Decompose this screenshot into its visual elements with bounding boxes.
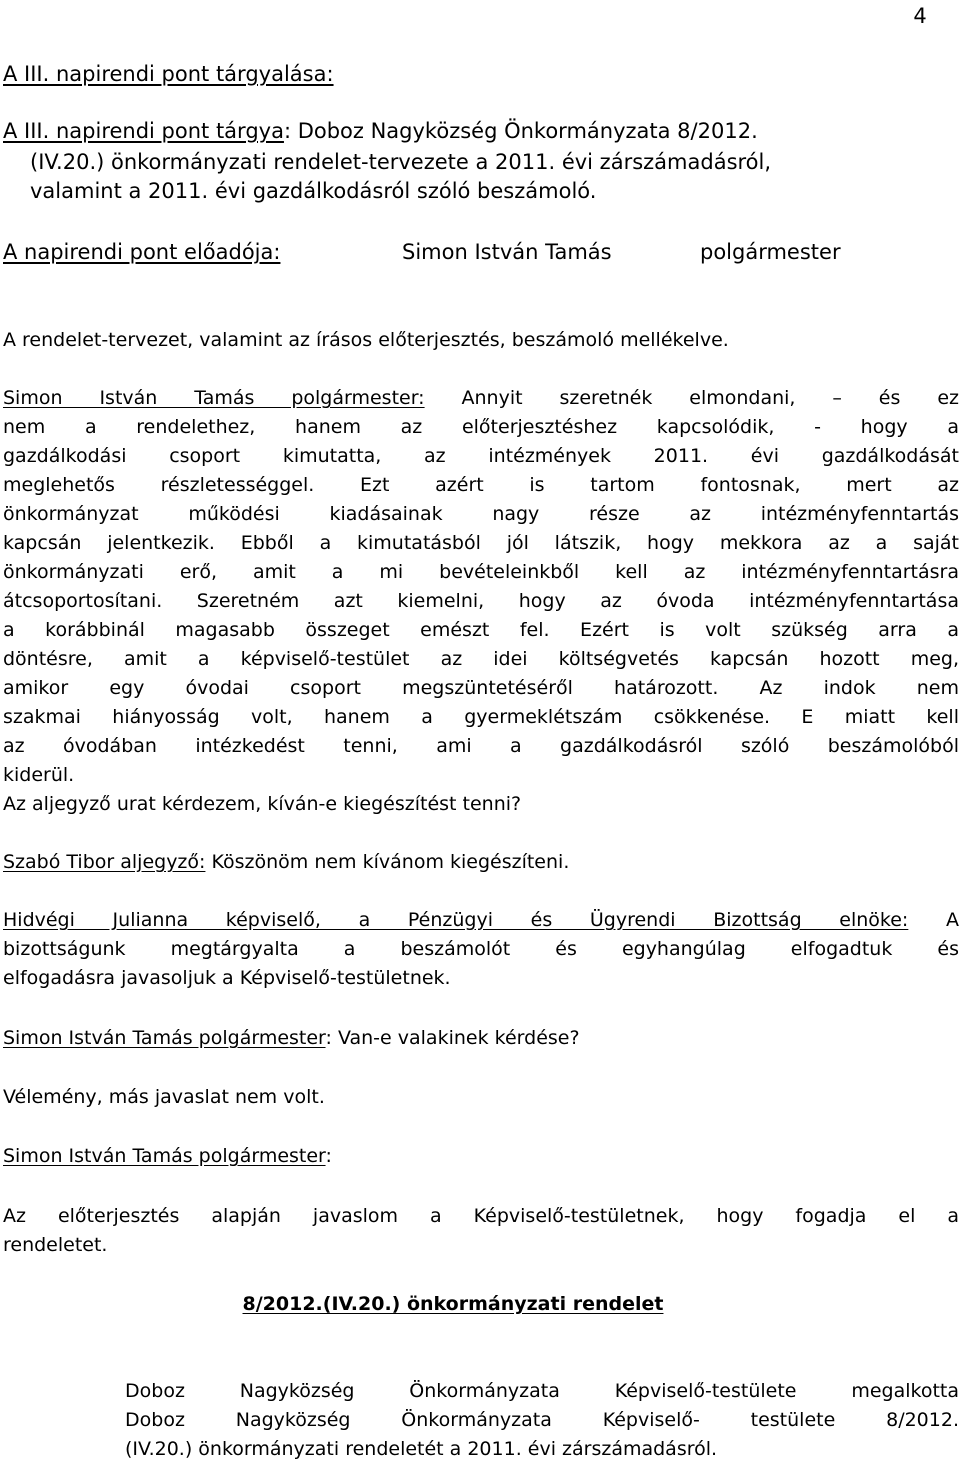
decree-title: 8/2012.(IV.20.) önkormányzati rendelet [242,1293,664,1315]
speech5-colon: : [325,1145,332,1167]
speech4-line [3,1024,959,1052]
speech1-line2: nem a rendelethez, hanem az előterjesztéshez kapcsolódik, - hogy a [3,416,959,438]
speech4-speaker: Simon István Tamás polgármester [3,1027,326,1049]
speech5-line2: rendeletet. [3,1234,108,1256]
speech1-line9: a korábbinál magasabb összeget emészt fel. Ezért is volt szükség arra a [3,619,959,641]
speech3-speaker: Hidvégi Julianna képviselő, a Pénzügyi és Ügyrendi Bizottság elnöke: [3,909,909,931]
speech3-text-line1: A [908,909,959,931]
agenda-heading: A III. napirendi pont tárgyalása: [3,62,334,86]
presenter-label: A napirendi pont előadója: [3,240,281,264]
decree-body-line2: Doboz Nagyközség Önkormányzata Képviselő- testülete 8/2012. [125,1409,959,1431]
speech1-line3: gazdálkodási csoport kimutatta, az intézmények 2011. évi gazdálkodását [3,445,959,467]
speech1-line10: döntésre, amit a képviselő-testület az idei költségvetés kapcsán hozott meg, [3,648,959,670]
presenter-name: Simon István Tamás [402,240,612,264]
speech4-colon: : [325,1027,332,1049]
speech5-line1: Az előterjesztés alapján javaslom a Képviselő-testületnek, hogy fogadja el a [3,1205,959,1227]
presenter-line [3,238,959,266]
speech2-speaker: Szabó Tibor aljegyző: [3,851,206,873]
presenter-role: polgármester [700,240,841,264]
speech1-line4: meglehetős részletességgel. Ezt azért is tartom fontosnak, mert az [3,474,959,496]
speech1-line8: átcsoportosítani. Szeretném azt kiemelni, hogy az óvoda intézményfenntartása [3,590,959,612]
speech1-line11: amikor egy óvodai csoport megszüntetéséről határozott. Az indok nem [3,677,959,699]
decree-body-line1: Doboz Nagyközség Önkormányzata Képviselő-testülete megalkotta [125,1380,959,1402]
speech2-text: Köszönöm nem kívánom kiegészíteni. [205,851,570,873]
speech1-line7: önkormányzati erő, amit a mi bevételeinkből kell az intézményfenntartásra [3,561,959,583]
page-number: 4 [913,4,927,28]
speech2-line [3,848,959,876]
speech1-line13: az óvodában intézkedést tenni, ami a gazdálkodásról szóló beszámolóból [3,735,959,757]
speech1-speaker: Simon István Tamás polgármester: [3,387,425,409]
speech1-line12: szakmai hiányosság volt, hanem a gyermeklétszám csökkenése. E miatt kell [3,706,959,728]
speech1-line5: önkormányzat működési kiadásainak nagy része az intézményfenntartás [3,503,959,525]
speech4-text: Van-e valakinek kérdése? [331,1027,580,1049]
decree-body-line3: (IV.20.) önkormányzati rendeletét a 2011. évi zárszámadásról. [125,1438,718,1460]
speech1-line1 [3,384,959,412]
agenda-subject-line2: (IV.20.) önkormányzati rendelet-tervezete a 2011. évi zárszámadásról, [30,150,772,174]
speech5-speaker-line [3,1142,959,1170]
agenda-subject-line3: valamint a 2011. évi gazdálkodásról szóló beszámoló. [30,179,597,203]
speech3-line2: bizottságunk megtárgyalta a beszámolót és egyhangúlag elfogadtuk és [3,938,959,960]
agenda-subject-line1 [3,117,959,145]
speech1-line6: kapcsán jelentkezik. Ebből a kimutatásból jól látszik, hogy mekkora az a saját [3,532,959,554]
opinion-note: Vélemény, más javaslat nem volt. [3,1086,325,1108]
agenda-subject-label: A III. napirendi pont tárgya [3,119,284,143]
agenda-subject-text: Doboz Nagyközség Önkormányzata 8/2012. [291,119,758,143]
speech5-speaker: Simon István Tamás polgármester [3,1145,326,1167]
speech1-line14: kiderül. [3,764,75,786]
speech1-text-line1: Annyit szeretnék elmondani, – és ez [424,387,959,409]
agenda-subject-colon: : [283,119,292,143]
attachment-note: A rendelet-tervezet, valamint az írásos előterjesztés, beszámoló mellékelve. [3,329,729,351]
speech1-line15: Az aljegyző urat kérdezem, kíván-e kiegészítést tenni? [3,793,522,815]
speech3-line3: elfogadásra javasoljuk a Képviselő-testületnek. [3,967,451,989]
speech3-line1 [3,906,959,934]
